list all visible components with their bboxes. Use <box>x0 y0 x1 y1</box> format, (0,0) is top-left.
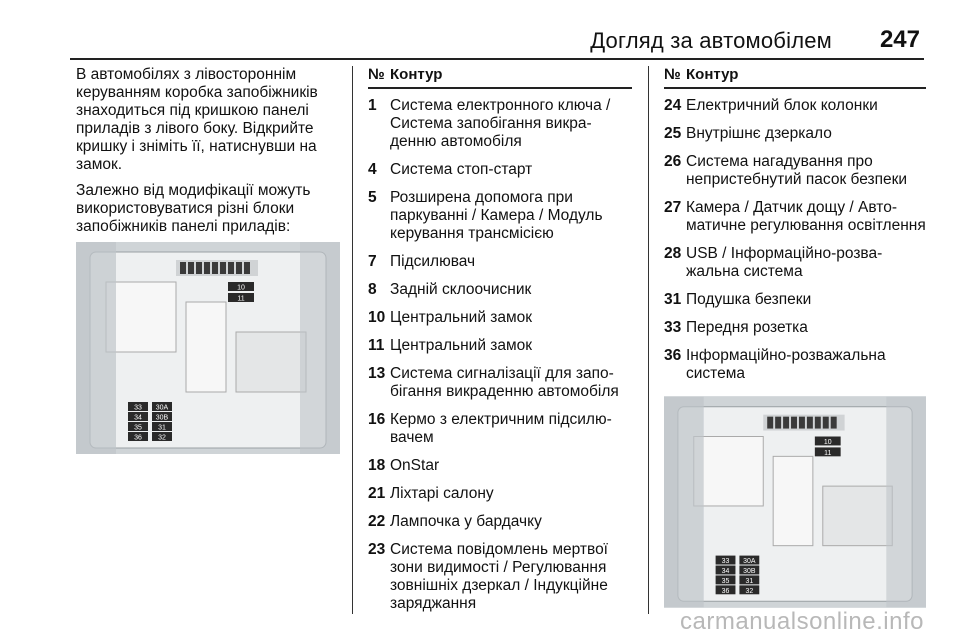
left-column <box>76 66 338 244</box>
fuse-label: 31 <box>158 424 166 432</box>
header-number: № <box>664 66 681 83</box>
fuse-label: 30B <box>155 414 169 422</box>
fuse-label: 36 <box>134 434 142 442</box>
fuse-number: 13 <box>368 365 386 382</box>
fuse-slot <box>196 262 202 274</box>
circuit-description: Система нагадування про непристебнутий пасок безпеки <box>686 153 908 188</box>
fuse-number: 5 <box>368 189 377 206</box>
fuse-label: 33 <box>721 558 730 566</box>
fuse-label: 36 <box>721 587 730 595</box>
fuse-number: 36 <box>664 347 682 364</box>
table-row <box>664 245 926 281</box>
circuit-description: Підсилювач <box>390 253 476 270</box>
circuit-description: Центральний замок <box>390 337 533 354</box>
table-row <box>368 161 632 179</box>
table-row <box>368 411 632 447</box>
table-row <box>664 291 926 309</box>
circuit-description: USB / Інформаційно-розважальна система <box>686 245 883 280</box>
fuse-box-illustration <box>76 242 340 454</box>
fuse-slot <box>180 262 186 274</box>
fuse-slot <box>767 417 773 429</box>
fuse-label: 30A <box>155 404 169 412</box>
fuse-slot <box>244 262 250 274</box>
fuse-slot <box>204 262 210 274</box>
table-row <box>664 97 926 115</box>
circuit-description: Камера / Датчик дощу / Автоматичне регулювання освітлення <box>686 199 926 234</box>
fuse-slot <box>831 417 837 429</box>
fuse-number: 23 <box>368 541 386 558</box>
circuit-description: Внутрішнє дзеркало <box>686 125 832 142</box>
fuse-label: 34 <box>134 414 142 422</box>
fuse-slot <box>228 262 234 274</box>
fuse-number: 25 <box>664 125 682 142</box>
fuse-slot <box>783 417 789 429</box>
table-row <box>368 253 632 271</box>
table-row <box>368 457 632 475</box>
fuse-label: 30A <box>743 558 756 566</box>
page-number: 247 <box>879 26 920 53</box>
fuse-table-middle <box>368 66 632 623</box>
table-row <box>664 347 926 383</box>
fuse-label: 34 <box>721 567 730 575</box>
fuse-number: 26 <box>664 153 682 170</box>
table-row <box>368 97 632 151</box>
fuse-number: 7 <box>368 253 377 270</box>
table-row <box>368 485 632 503</box>
circuit-description: Розширена допомога при паркуванні / Камера / Модуль керування трансмісією <box>390 189 603 242</box>
fuse-slot <box>212 262 218 274</box>
circuit-description: Подушка безпеки <box>686 291 812 308</box>
fuse-number: 22 <box>368 513 386 530</box>
fuse-label: 11 <box>824 449 832 457</box>
circuit-description: Лампочка у бардачку <box>390 513 542 530</box>
fuse-box-illustration <box>664 396 926 608</box>
fuse-number: 18 <box>368 457 386 474</box>
circuit-description: Система стоп-старт <box>390 161 533 178</box>
fuse-label: 10 <box>237 284 245 292</box>
variants-paragraph: Залежно від модифікації можуть використовуватися різні блоки запобіжників панелі приладів: <box>76 182 311 235</box>
table-row <box>368 513 632 531</box>
fuse-number: 8 <box>368 281 377 298</box>
fuse-label: 30B <box>743 567 756 575</box>
table-row <box>664 153 926 189</box>
fuse-label: 11 <box>237 295 245 303</box>
fuse-number: 24 <box>664 97 682 114</box>
circuit-description: OnStar <box>390 457 440 474</box>
fuse-slot <box>775 417 781 429</box>
fuse-number: 27 <box>664 199 682 216</box>
fuse-slot <box>815 417 821 429</box>
header-circuit: Контур <box>390 66 443 83</box>
fuse-slot <box>799 417 805 429</box>
fuse-slot <box>791 417 797 429</box>
circuit-description: Ліхтарі салону <box>390 485 494 502</box>
table-row <box>368 541 632 613</box>
page-title: Догляд за автомобілем <box>590 28 832 53</box>
fuse-label: 33 <box>134 404 142 412</box>
page-header <box>70 18 924 60</box>
header-circuit: Контур <box>686 66 739 83</box>
circuit-description: Електричний блок колонки <box>686 97 878 114</box>
fuse-number: 21 <box>368 485 386 502</box>
fuse-slot <box>807 417 813 429</box>
fuse-number: 33 <box>664 319 682 336</box>
fuse-box-photo-right <box>664 396 926 608</box>
table-row <box>368 189 632 243</box>
intro-paragraph: В автомобілях з лівостороннім керуванням коробка запобіжників знаходиться під кришкою панелі приладів з лівого боку. Відкрийте кришку і зніміть її, натиснувши на замок. <box>76 66 318 173</box>
fuse-label: 32 <box>158 434 166 442</box>
fuse-number: 11 <box>368 337 385 354</box>
fuse-number: 31 <box>664 291 682 308</box>
fuse-number: 16 <box>368 411 386 428</box>
fuse-label: 10 <box>823 438 832 446</box>
table-row <box>368 281 632 299</box>
column-divider-1 <box>352 66 353 614</box>
table-row <box>368 337 632 355</box>
fuse-box-photo-left <box>76 242 340 454</box>
fuse-label: 35 <box>721 577 730 585</box>
circuit-description: Інформаційно-розважальна система <box>686 347 886 382</box>
fuse-table-right <box>664 66 926 393</box>
circuit-description: Задній склоочисник <box>390 281 532 298</box>
table-row <box>664 319 926 337</box>
fuse-label: 31 <box>745 577 754 585</box>
watermark: carmanualsonline.info <box>680 608 924 635</box>
fuse-label: 35 <box>134 424 142 432</box>
circuit-description: Передня розетка <box>686 319 808 336</box>
table-row <box>664 125 926 143</box>
circuit-description: Система електронного ключа / Система запобігання викраденню автомобіля <box>390 97 611 150</box>
table-row <box>664 199 926 235</box>
fuse-slot <box>188 262 194 274</box>
fuse-slot <box>823 417 829 429</box>
column-divider-2 <box>648 66 649 614</box>
circuit-description: Система сигналізації для запобігання викраденню автомобіля <box>390 365 619 400</box>
circuit-description: Центральний замок <box>390 309 533 326</box>
circuit-description: Кермо з електричним підсилювачем <box>390 411 612 446</box>
table-header <box>664 66 926 89</box>
fuse-slot <box>220 262 226 274</box>
fuse-number: 1 <box>368 97 377 114</box>
table-row <box>368 309 632 327</box>
table-header <box>368 66 632 89</box>
fuse-number: 4 <box>368 161 377 178</box>
header-number: № <box>368 66 385 83</box>
fuse-label: 32 <box>745 587 754 595</box>
circuit-description: Система повідомлень мертвої зони видимості / Регулювання зовнішніх дзеркал / Індукційне заряджання <box>390 541 608 612</box>
fuse-number: 10 <box>368 309 386 326</box>
fuse-number: 28 <box>664 245 682 262</box>
fuse-slot <box>236 262 242 274</box>
table-row <box>368 365 632 401</box>
